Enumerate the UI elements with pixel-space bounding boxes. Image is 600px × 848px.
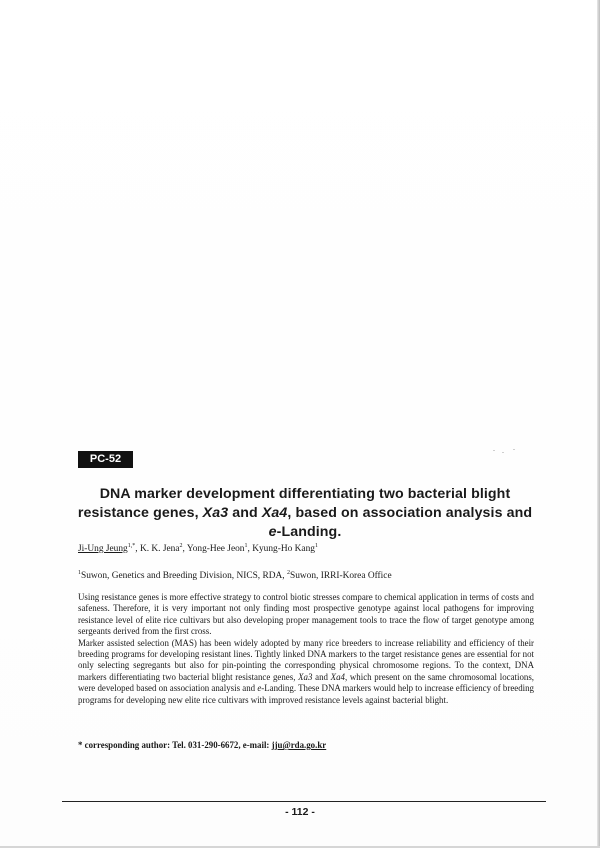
gene-name: Xa4	[261, 505, 288, 521]
gene-name: Xa3	[298, 671, 313, 682]
email-link[interactable]: jju@rda.go.kr	[271, 740, 327, 750]
abstract-text: -Landing. These DNA markers would help to increase efficiency of breeding programs for developing new elite rice cultivars with improved resistance levels against bacterial blight.	[78, 683, 534, 705]
author-affil-mark: 2	[179, 542, 183, 549]
abstract-paragraph-1: Using resistance genes is more effective strategy to control biotic stresses compare to chemical application in terms of costs and safeness. Therefore, it is very important not only finding most prospective genotype against local pathogens for improving resistance level of elite rice cultivars but also developing proper management tools to trace the flow of target genotype among sergeants derived from the first cross.	[78, 592, 534, 637]
title-line-2	[78, 505, 532, 521]
abstract-text: and	[312, 671, 331, 682]
paper-title	[70, 485, 540, 542]
footer-rule	[62, 801, 546, 802]
title-text: resistance genes,	[77, 505, 203, 521]
poster-code-badge: PC-52	[78, 451, 133, 468]
affil-mark: 2	[286, 569, 290, 576]
author-name: K. K. Jena	[139, 544, 180, 554]
affil-text: Suwon, Genetics and Breeding Division, NICS, RDA,	[81, 571, 287, 581]
author-name: Ji-Ung Jeung	[78, 544, 128, 554]
author-list	[78, 543, 538, 555]
author-affil-mark: 1	[244, 542, 248, 549]
abstract-italic-e: e	[257, 683, 262, 694]
abstract-paragraph-2	[78, 638, 534, 706]
author-separator: ,	[247, 544, 253, 554]
author	[140, 544, 187, 554]
author-affil-mark: 1	[314, 542, 318, 549]
corresponding-label: * corresponding author: Tel. 031-290-6672, e-mail:	[78, 740, 272, 750]
title-text: and	[228, 505, 262, 521]
author	[78, 544, 140, 554]
author-separator: ,	[182, 544, 187, 554]
affiliations	[78, 570, 538, 582]
author-name: Kyung-Ho Kang	[252, 544, 315, 554]
author	[187, 544, 252, 554]
author-affil-mark: 1,*	[127, 542, 136, 549]
scan-specks	[493, 448, 523, 456]
title-line-1: DNA marker development differentiating two bacterial blight	[99, 486, 511, 502]
title-line-3	[269, 524, 342, 540]
author-name: Yong-Hee Jeon	[186, 544, 245, 554]
abstract-text: , which present on the same chromosomal locations, were developed based on association analysis and	[78, 671, 534, 694]
gene-name: Xa3	[202, 505, 229, 521]
abstract	[78, 592, 534, 706]
author	[252, 544, 318, 554]
title-text: -Landing.	[276, 524, 342, 540]
page-number: - 112 -	[285, 806, 315, 818]
author-separator: ,	[135, 544, 140, 554]
affil-mark: 1	[78, 569, 81, 576]
corresponding-author	[78, 739, 538, 751]
gene-name: Xa4	[330, 671, 345, 682]
abstract-text: Marker assisted selection (MAS) has been widely adopted by many rice breeders to increase reliability and efficiency of their breeding programs for developing resistant lines. Tightly linked DNA markers to the target resistance genes are essential for not only selecting segregants but also for pin-pointing the corresponding physical chromosome regions. To the context, DNA markers differentiating two bacterial blight resistance genes,	[78, 637, 534, 682]
title-text: , based on association analysis and	[287, 505, 533, 521]
title-italic-e: e	[268, 524, 277, 540]
affil-text: Suwon, IRRI-Korea Office	[289, 571, 392, 581]
